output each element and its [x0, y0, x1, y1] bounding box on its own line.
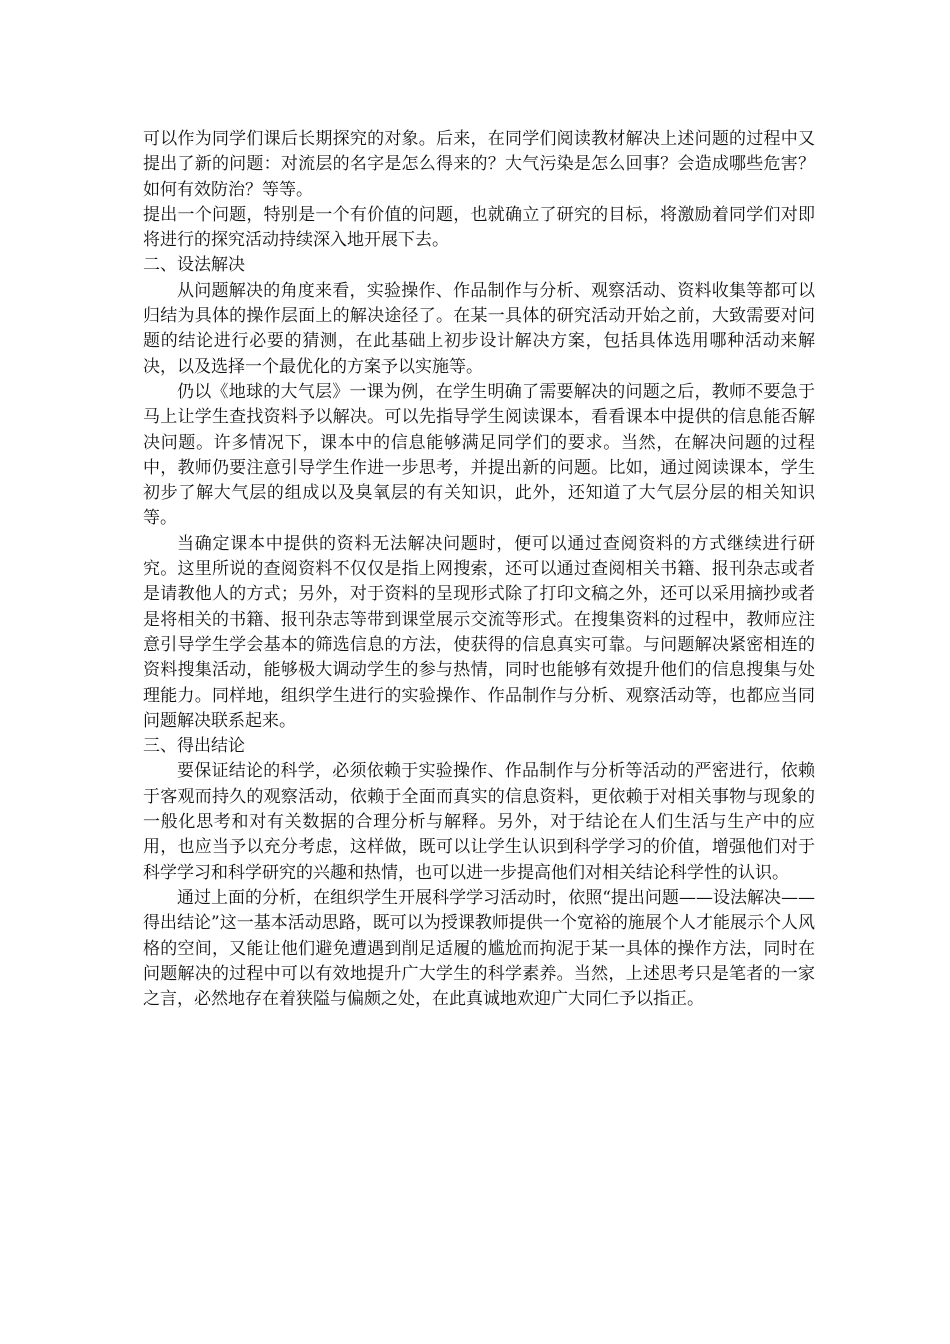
section-heading-solve: 二、设法解决	[143, 255, 245, 276]
section-heading-conclusion: 三、得出结论	[143, 736, 245, 757]
paragraph-research-materials: 当确定课本中提供的资料无法解决问题时，便可以通过查阅资料的方式继续进行研究。这里所说的查阅资料不仅仅是指上网搜索，还可以通过查阅相关书籍、报刊杂志或者是请教他人的方式；另外，对于资料的呈现形式除了打印文稿之外，还可以采用摘抄或者是将相关的书籍、报刊杂志等带到课堂展示交流等形式。在搜集资料的过程中，教师应注意引导学生学会基本的筛选信息的方法，使获得的信息真实可靠。与问题解决紧密相连的资料搜集活动，能够极大调动学生的参与热情，同时也能够有效提升他们的信息搜集与处理能力。同样地，组织学生进行的实验操作、作品制作与分析、观察活动等，也都应当同问题解决联系起来。	[143, 533, 815, 731]
document-body	[143, 127, 815, 1012]
paragraph-solve-approach: 从问题解决的角度来看，实验操作、作品制作与分析、观察活动、资料收集等都可以归结为具体的操作层面上的解决途径了。在某一具体的研究活动开始之前，大致需要对问题的结论进行必要的猜测，在此基础上初步设计解决方案，包括具体选用哪种活动来解决，以及选择一个最优化的方案予以实施等。	[143, 280, 815, 377]
paragraph-final-summary: 通过上面的分析，在组织学生开展科学学习活动时，依照“提出问题——设法解决——得出结论”这一基本活动思路，既可以为授课教师提供一个宽裕的施展个人才能展示个人风格的空间，又能让他们避免遭遇到削足适履的尴尬而拘泥于某一具体的操作方法，同时在问题解决的过程中可以有效地提升广大学生的科学素养。当然，上述思考只是笔者的一家之言，必然地存在着狭隘与偏颇之处，在此真诚地欢迎广大同仁予以指正。	[143, 887, 815, 1010]
paragraph-continuation: 可以作为同学们课后长期探究的对象。后来，在同学们阅读教材解决上述问题的过程中又提出了新的问题：对流层的名字是怎么得来的？大气污染是怎么回事？会造成哪些危害？如何有效防治？等等。	[143, 129, 815, 200]
paragraph-conclusion-science: 要保证结论的科学，必须依赖于实验操作、作品制作与分析等活动的严密进行，依赖于客观而持久的观察活动，依赖于全面而真实的信息资料，更依赖于对相关事物与现象的一般化思考和对有关数据的合理分析与解释。另外，对于结论在人们生活与生产中的应用，也应当予以充分考虑，这样做，既可以让学生认识到科学学习的价值，增强他们对于科学学习和科学研究的兴趣和热情，也可以进一步提高他们对相关结论科学性的认识。	[143, 761, 815, 883]
paragraph-question-value: 提出一个问题，特别是一个有价值的问题，也就确立了研究的目标，将激励着同学们对即将进行的探究活动持续深入地开展下去。	[143, 204, 815, 251]
paragraph-atmosphere-example: 仍以《地球的大气层》一课为例，在学生明确了需要解决的问题之后，教师不要急于马上让学生查找资料予以解决。可以先指导学生阅读课本，看看课本中提供的信息能否解决问题。许多情况下，课本中的信息能够满足同学们的要求。当然，在解决问题的过程中，教师仍要注意引导学生作进一步思考，并提出新的问题。比如，通过阅读课本，学生初步了解大气层的组成以及臭氧层的有关知识，此外，还知道了大气层分层的相关知识等。	[143, 381, 815, 529]
